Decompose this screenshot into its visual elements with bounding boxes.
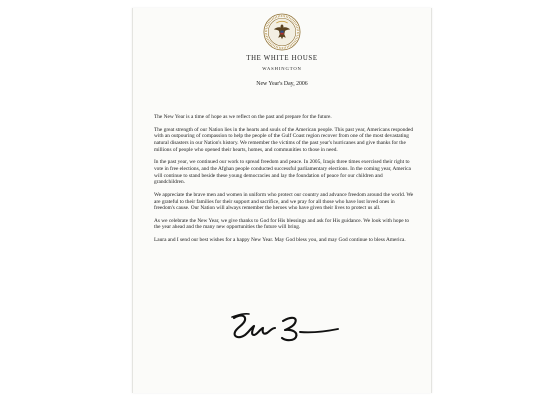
signature [225, 308, 345, 348]
paragraph-freedom: In the past year, we continued our work to spread freedom and peace. In 2005, Iraqis three times exercised their right to vote in free elections, and the Afghan people conducted successful parliamentary elections. In the coming year, America will continue to stand beside these young democracies and lay the foundation of peace for our children and grandchildren. [154, 159, 411, 186]
paragraph-intro: The New Year is a time of hope as we reflect on the past and prepare for the future. [154, 114, 332, 120]
letterhead-office: THE WHITE HOUSE [246, 55, 318, 62]
paragraph-closing: Laura and I send our best wishes for a happy New Year. May God bless you, and may God continue to bless America. [154, 237, 406, 244]
letter-body [154, 114, 414, 250]
letter-page [132, 8, 432, 393]
presidential-seal [263, 13, 301, 51]
letterhead-city: WASHINGTON [262, 66, 302, 71]
letter-date: New Year's Day, 2006 [256, 81, 308, 87]
paragraph-strength: The great strength of our Nation lies in the hearts and souls of the American people. This past year, Americans responded with an outpouring of compassion to help the people of the Gulf Coast region recover from one of the most devastating natural disasters in our Nation's history. We remember the victims of the past year's hurricanes and give thanks for the millions of people who opened their hearts, homes, and communities to those in need. [154, 126, 414, 153]
paragraph-celebrate: As we celebrate the New Year, we give thanks to God for His blessings and ask for His guidance. We look with hope to the year ahead and the many new opportunities the future will bring. [154, 217, 410, 231]
paragraph-troops: We appreciate the brave men and women in uniform who protect our country and advance freedom around the world. We are grateful to their families for their support and sacrifice, and we pray for all those who have lost loved ones in freedom's cause. Our Nation will always remember the heroes who have given their lives to protect us all. [154, 191, 414, 212]
